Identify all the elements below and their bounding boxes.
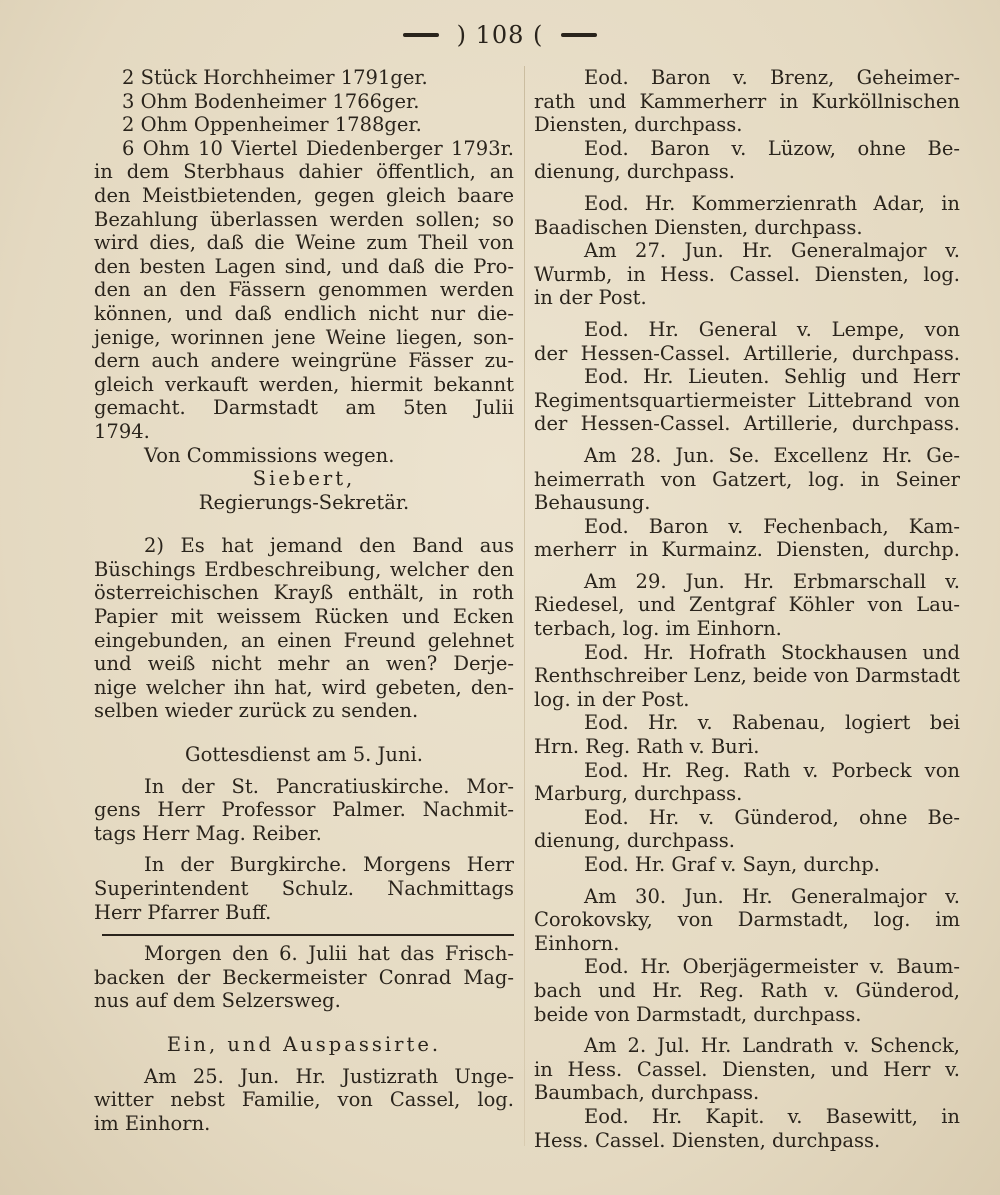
text-line: In der Burgkirche. Morgens Herr <box>144 853 514 877</box>
entry-line: in der Post. <box>534 286 647 310</box>
text-line: tags Herr Mag. Reiber. <box>94 821 322 845</box>
text-line: witter nebst Familie, von Cassel, log. <box>94 1088 514 1112</box>
entry-line: Eod. Hr. General v. Lempe, von <box>584 317 960 341</box>
text-line: gens Herr Professor Palmer. Nachmit- <box>94 798 514 822</box>
entry-line: der Hessen-Cassel. Artillerie, durchpass. <box>534 412 960 436</box>
baking-notice <box>94 942 514 1013</box>
entry-line: Am 28. Jun. Se. Excellenz Hr. Ge- <box>584 443 960 467</box>
wine-list-item: 2 Stück Horchheimer 1791ger. <box>122 66 428 89</box>
section-heading: Gottesdienst am 5. Juni. <box>185 743 423 767</box>
entry-line: Wurmb, in Hess. Cassel. Diensten, log. <box>534 262 960 286</box>
text-line: in dem Sterbhaus dahier öffentlich, an <box>94 160 514 184</box>
entry-line: Am 30. Jun. Hr. Generalmajor v. <box>584 884 960 908</box>
section-heading: Ein, und Auspassirte. <box>166 1032 442 1056</box>
entry-line: Eod. Baron v. Brenz, Geheimer- <box>584 66 960 89</box>
left-column <box>94 66 514 1135</box>
church-service-section <box>94 743 514 924</box>
text-line: Morgen den 6. Julii hat das Frisch- <box>144 942 514 966</box>
page-header <box>0 20 1000 50</box>
text-line: im Einhorn. <box>94 1111 211 1135</box>
text-line: dern auch andere weingrüne Fässer zu- <box>94 349 514 373</box>
text-line: Büschings Erdbeschreibung, welcher den <box>94 557 514 581</box>
wine-list-item: 6 Ohm 10 Viertel Diedenberger 1793r. <box>122 136 514 160</box>
entry-line: rath und Kammerherr in Kurköllnischen <box>534 89 960 113</box>
entry-line: Eod. Hr. v. Rabenau, logiert bei <box>584 711 960 735</box>
text-line: Am 25. Jun. Hr. Justizrath Unge- <box>144 1064 514 1088</box>
text-line: Bezahlung überlassen werden sollen; so <box>94 207 514 231</box>
entry-line: Am 29. Jun. Hr. Erbmarschall v. <box>584 569 960 593</box>
entry-line: Behausung. <box>534 491 651 515</box>
text-line: den an den Fässern genommen werden <box>94 278 514 302</box>
text-line: Papier mit weissem Rücken und Ecken <box>94 605 514 629</box>
entry-line: Hess. Cassel. Diensten, durchpass. <box>534 1128 881 1152</box>
entry-line: Eod. Hr. Kapit. v. Basewitt, in <box>584 1104 960 1128</box>
entry-line: Eod. Hr. Graf v. Sayn, durchp. <box>584 853 880 876</box>
text-line: 1794. <box>94 419 150 443</box>
entry-line: bach und Hr. Reg. Rath v. Günderod, <box>534 978 960 1002</box>
entry-line: log. in der Post. <box>534 687 690 711</box>
wine-auction-notice <box>94 66 514 514</box>
text-line: gleich verkauft werden, hiermit bekannt <box>94 372 514 396</box>
entry-line: heimerrath von Gatzert, log. in Seiner <box>534 467 960 491</box>
text-line: Herr Pfarrer Buff. <box>94 900 272 924</box>
header-dash-left <box>403 33 439 37</box>
entry-line: Diensten, durchpass. <box>534 113 743 137</box>
page-number: ) 108 ( <box>456 21 544 49</box>
entry-line: Eod. Baron v. Lüzow, ohne Be- <box>584 136 960 160</box>
entry-line: Am 2. Jul. Hr. Landrath v. Schenck, <box>584 1034 960 1058</box>
entry-line: Einhorn. <box>534 931 620 955</box>
entry-line: Eod. Baron v. Fechenbach, Kam- <box>584 514 960 538</box>
entry-line: Riedesel, und Zentgraf Köhler von Lau- <box>534 593 960 617</box>
text-line: eingebunden, an einen Freund gelehnet <box>94 628 514 652</box>
signature-title: Regierungs-Sekretär. <box>198 490 410 514</box>
horizontal-rule <box>102 934 514 936</box>
entry-line: der Hessen-Cassel. Artillerie, durchpass. <box>534 341 960 365</box>
entry-line: dienung, durchpass. <box>534 829 735 853</box>
entry-line: Hrn. Reg. Rath v. Buri. <box>534 735 760 759</box>
entry-line: in Hess. Cassel. Diensten, und Herr v. <box>534 1057 960 1081</box>
entry-line: Am 27. Jun. Hr. Generalmajor v. <box>584 239 960 263</box>
text-line: gemacht. Darmstadt am 5ten Julii <box>94 396 514 420</box>
signature-name: Siebert, <box>252 467 356 491</box>
text-line: In der St. Pancratiuskirche. Mor- <box>144 774 514 798</box>
entry-line: Marburg, durchpass. <box>534 782 743 806</box>
entry-line: Eod. Hr. Reg. Rath v. Porbeck von <box>584 758 960 782</box>
entry-line: Eod. Hr. Oberjägermeister v. Baum- <box>584 955 960 979</box>
entry-line: Corokovsky, von Darmstadt, log. im <box>534 908 960 932</box>
wine-list-item: 2 Ohm Oppenheimer 1788ger. <box>122 113 422 137</box>
text-line: jenige, worinnen jene Weine liegen, son- <box>94 325 514 349</box>
column-separator <box>524 66 525 1146</box>
entry-line: Regimentsquartiermeister Littebrand von <box>534 388 960 412</box>
header-dash-right <box>561 33 597 37</box>
text-line: wird dies, daß die Weine zum Theil von <box>94 231 514 255</box>
entry-line: Baadischen Diensten, durchpass. <box>534 215 863 239</box>
entry-line: Eod. Hr. v. Günderod, ohne Be- <box>584 805 960 829</box>
right-column <box>534 66 960 1152</box>
text-line: Superintendent Schulz. Nachmittags <box>94 877 514 900</box>
text-line: den Meistbietenden, gegen gleich baare <box>94 183 514 207</box>
text-line: den besten Lagen sind, und daß die Pro- <box>94 254 514 278</box>
text-line: 2) Es hat jemand den Band aus <box>144 534 514 558</box>
entry-line: Eod. Hr. Lieuten. Sehlig und Herr <box>584 365 960 389</box>
lost-book-notice <box>94 534 514 723</box>
wine-list-item: 3 Ohm Bodenheimer 1766ger. <box>122 89 420 113</box>
entry-line: Eod. Hr. Kommerzienrath Adar, in <box>584 191 960 215</box>
travelers-section <box>94 1033 514 1135</box>
text-line: nige welcher ihn hat, wird gebeten, den- <box>94 675 514 699</box>
entry-line: beide von Darmstadt, durchpass. <box>534 1002 862 1026</box>
text-line: österreichischen Krayß enthält, in roth <box>94 581 514 605</box>
entry-line: Renthschreiber Lenz, beide von Darmstadt <box>534 664 960 688</box>
entry-line: Eod. Hr. Hofrath Stockhausen und <box>584 640 960 664</box>
entry-line: Baumbach, durchpass. <box>534 1081 760 1105</box>
text-line: und weiß nicht mehr an wen? Derje- <box>94 652 514 676</box>
entry-line: merherr in Kurmainz. Diensten, durchp. <box>534 538 960 562</box>
text-line: backen der Beckermeister Conrad Mag- <box>94 965 514 989</box>
signature-authority: Von Commissions wegen. <box>144 443 395 467</box>
entry-line: dienung, durchpass. <box>534 160 735 184</box>
text-line: selben wieder zurück zu senden. <box>94 699 419 723</box>
entry-line: terbach, log. im Einhorn. <box>534 617 782 641</box>
text-line: können, und daß endlich nicht nur die- <box>94 301 514 325</box>
text-line: nus auf dem Selzersweg. <box>94 989 341 1013</box>
